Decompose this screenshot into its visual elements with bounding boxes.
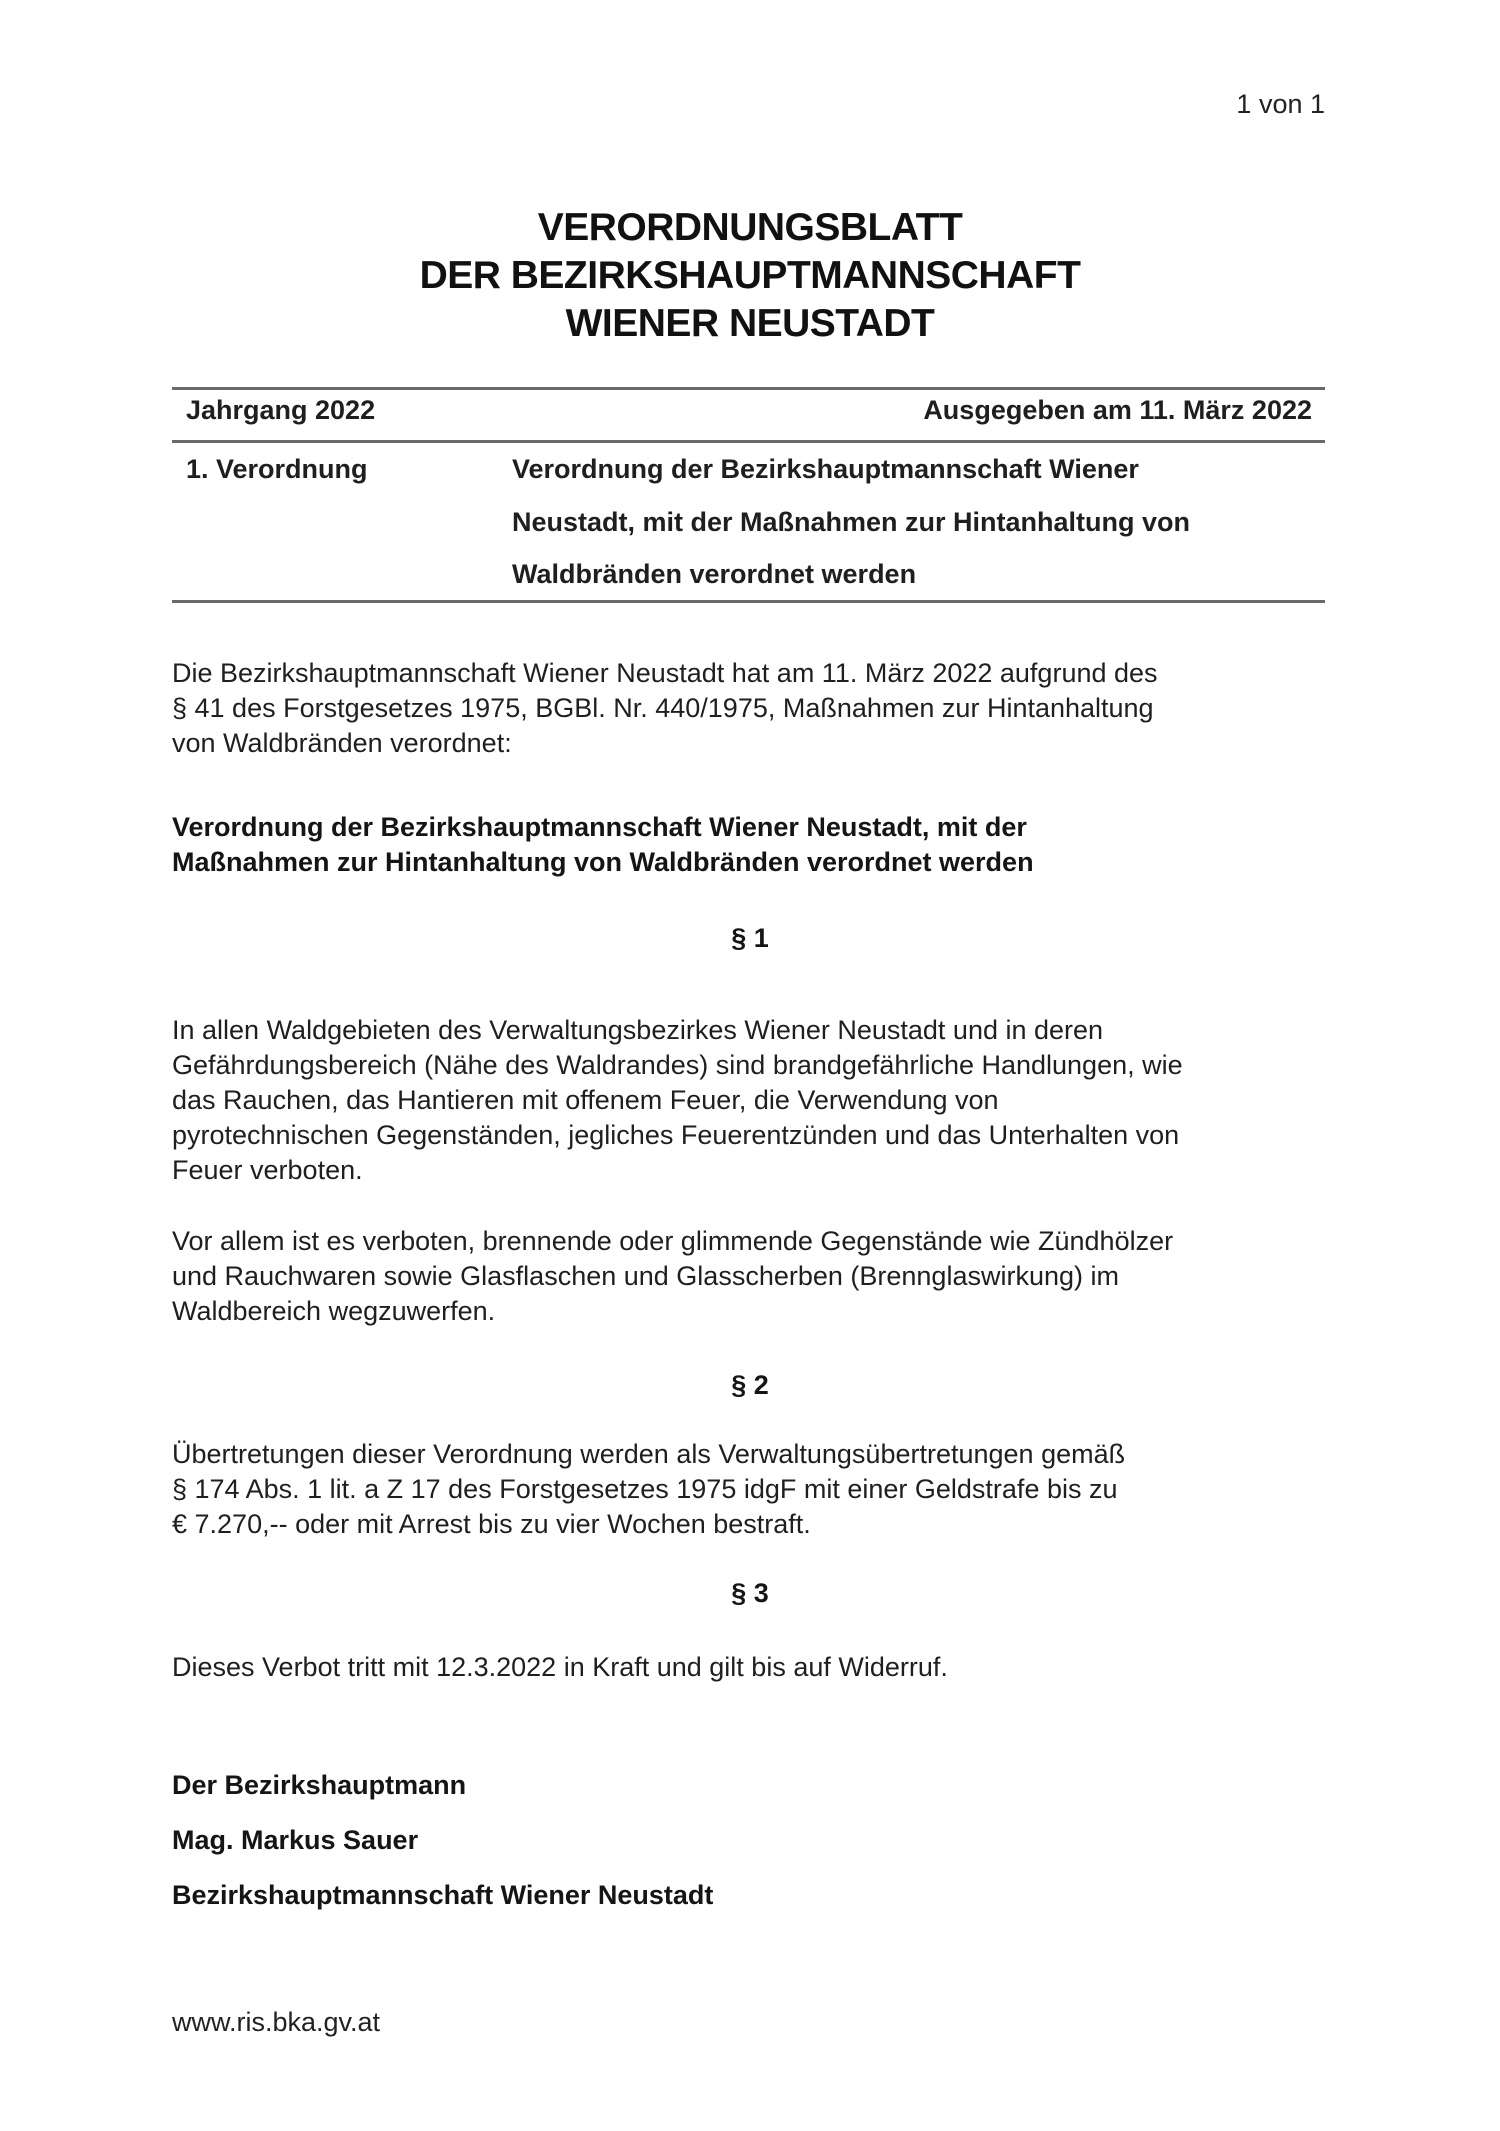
signature-block xyxy=(172,1758,713,1923)
paragraph-line: Die Bezirkshauptmannschaft Wiener Neustadt hat am 11. März 2022 aufgrund des xyxy=(172,658,1158,688)
paragraph-line: pyrotechnischen Gegenständen, jegliches Feuerentzünden und das Unterhalten von xyxy=(172,1120,1180,1150)
section-1-mark: § 1 xyxy=(731,923,769,953)
ordinance-title-line: Waldbränden verordnet werden xyxy=(512,559,917,589)
heading-line: Maßnahmen zur Hintanhaltung von Waldbränden verordnet werden xyxy=(172,847,1034,877)
paragraph-line: In allen Waldgebieten des Verwaltungsbezirkes Wiener Neustadt und in deren xyxy=(172,1015,1104,1045)
table-rule-bottom xyxy=(172,600,1325,603)
paragraph-line: Dieses Verbot tritt mit 12.3.2022 in Kraft und gilt bis auf Widerruf. xyxy=(172,1652,948,1682)
ordinance-title-line: Neustadt, mit der Maßnahmen zur Hintanhaltung von xyxy=(512,506,1191,537)
paragraph-line: das Rauchen, das Hantieren mit offenem Feuer, die Verwendung von xyxy=(172,1085,999,1115)
paragraph-line: § 41 des Forstgesetzes 1975, BGBl. Nr. 440/1975, Maßnahmen zur Hintanhaltung xyxy=(172,693,1154,723)
section-1-paragraph-1 xyxy=(172,1013,1332,1188)
table-rule-top xyxy=(172,387,1325,390)
heading-line: Verordnung der Bezirkshauptmannschaft Wiener Neustadt, mit der xyxy=(172,812,1027,842)
document-title xyxy=(0,204,1500,348)
section-3-paragraph xyxy=(172,1650,1332,1685)
signatory-authority: Bezirkshauptmannschaft Wiener Neustadt xyxy=(172,1880,714,1910)
ordinance-heading xyxy=(172,810,1332,880)
section-2-mark: § 2 xyxy=(731,1370,769,1400)
ordinance-title-line: Verordnung der Bezirkshauptmannschaft Wiener xyxy=(512,454,1139,484)
paragraph-line: Gefährdungsbereich (Nähe des Waldrandes) sind brandgefährliche Handlungen, wie xyxy=(172,1050,1183,1080)
ordinance-number: 1. Verordnung xyxy=(186,454,368,484)
page-counter: 1 von 1 xyxy=(1236,89,1325,119)
paragraph-line: § 174 Abs. 1 lit. a Z 17 des Forstgesetzes 1975 idgF mit einer Geldstrafe bis zu xyxy=(172,1474,1118,1504)
paragraph-line: Feuer verboten. xyxy=(172,1155,363,1185)
issue-date: Ausgegeben am 11. März 2022 xyxy=(923,395,1312,425)
paragraph-line: € 7.270,-- oder mit Arrest bis zu vier Wochen bestraft. xyxy=(172,1509,811,1539)
ordinance-title xyxy=(512,443,1312,601)
signatory-title: Der Bezirkshauptmann xyxy=(172,1770,467,1800)
paragraph-line: von Waldbränden verordnet: xyxy=(172,728,512,758)
title-line-2: DER BEZIRKSHAUPTMANNSCHAFT xyxy=(419,254,1081,297)
paragraph-line: und Rauchwaren sowie Glasflaschen und Glasscherben (Brennglaswirkung) im xyxy=(172,1261,1119,1291)
footer-url: www.ris.bka.gv.at xyxy=(172,2007,381,2037)
signatory-name: Mag. Markus Sauer xyxy=(172,1825,419,1855)
paragraph-line: Waldbereich wegzuwerfen. xyxy=(172,1296,496,1326)
paragraph-line: Übertretungen dieser Verordnung werden als Verwaltungsübertretungen gemäß xyxy=(172,1439,1126,1469)
intro-paragraph xyxy=(172,656,1332,761)
section-3-mark: § 3 xyxy=(731,1578,769,1608)
paragraph-line: Vor allem ist es verboten, brennende oder glimmende Gegenstände wie Zündhölzer xyxy=(172,1226,1174,1256)
title-line-1: VERORDNUNGSBLATT xyxy=(537,206,963,249)
title-line-3: WIENER NEUSTADT xyxy=(565,302,935,345)
section-2-paragraph xyxy=(172,1437,1332,1542)
section-1-paragraph-2 xyxy=(172,1224,1332,1329)
volume-year: Jahrgang 2022 xyxy=(186,395,376,425)
